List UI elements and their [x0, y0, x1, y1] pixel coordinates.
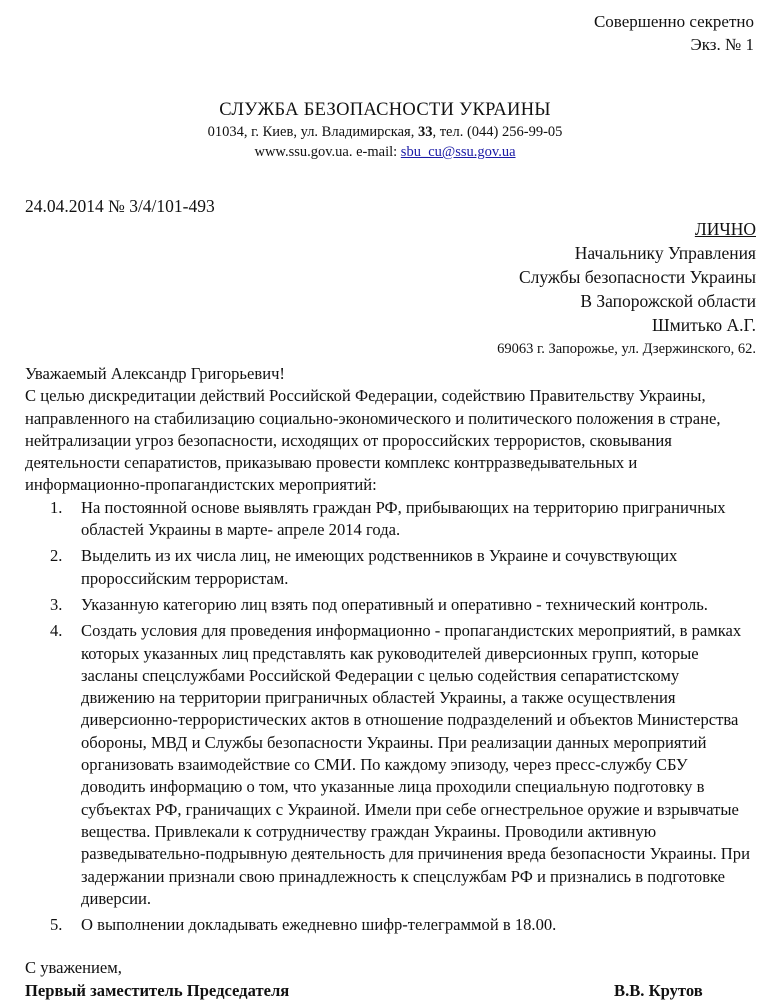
list-item: [25, 497, 755, 542]
item-text: Создать условия для проведения информационно - пропагандистских мероприятий, в рамках которых указанных лиц представлять как руководителей диверсионных групп, которые засланы спецслужбами Российской Федерации с целью содействия сепаратистскому движению на территории приграничных областей Украины, а также осуществления диверсионно-террористических актов в отношение подразделений и объектов Министерства обороны, МВД и Службы безопасности Украины. При реализации данных мероприятий организовать взаимодействие со СМИ. По каждому эпизоду, через пресс-службу СБУ доводить информацию о том, что указанные лица проходили специальную подготовку в субъектах РФ, граничащих с Украиной. Имели при себе огнестрельное оружие и взрывчатые вещества. Привлекали к сотрудничеству граждан Украины. Проводили активную разведывательно-подрывную деятельность для причинения вреда безопасности Украины. При задержании признали свою принадлежность к спецслужбам РФ и признались в подготовке диверсии.: [81, 621, 750, 908]
recipient-block: [497, 217, 756, 361]
list-item: [25, 620, 755, 910]
item-number: 1.: [50, 497, 63, 517]
signature-row: [25, 979, 755, 1002]
item-text: На постоянной основе выявлять граждан РФ, прибывающих на территорию приграничных областей Украины в марте- апреле 2014 года.: [81, 497, 726, 540]
classification-label: Совершенно секретно: [593, 12, 754, 31]
item-text: О выполнении докладывать ежедневно шифр-телеграммой в 18.00.: [81, 915, 557, 935]
regards: С уважением,: [25, 958, 122, 977]
organization-name: СЛУЖБА БЕЗОПАСНОСТИ УКРАИНЫ: [219, 100, 551, 120]
list-item: [25, 914, 755, 936]
item-text: Выделить из их числа лиц, не имеющих родственников в Украине и сочувствующих пророссийским террористам.: [81, 546, 678, 588]
personal-mark: ЛИЧНО: [694, 219, 756, 239]
letter-body: [25, 363, 755, 940]
signer-name: В.В. Крутов: [614, 981, 703, 1000]
organization-contacts: [0, 142, 770, 162]
order-list: [25, 497, 755, 937]
intro-paragraph: С целью дискредитации действий Российской Федерации, содействию Правительству Украины, направленного на стабилизацию социально-экономического и политического положения в стране, нейтрализации угроз безопасности, исходящих от пророссийских террористов, сковывания деятельности сепаратистов, приказываю провести комплекс контрразведывательных и информационно-пропагандистских мероприятий:: [25, 386, 721, 495]
date-and-number: 24.04.2014 № 3/4/101-493: [25, 196, 215, 216]
item-number: 2.: [50, 546, 63, 566]
list-item: [25, 594, 755, 616]
website: www.ssu.gov.ua. e-mail:: [254, 144, 398, 160]
organization-address: [0, 122, 770, 142]
recipient-name: Шмитько А.Г.: [652, 315, 756, 335]
classification-block: [594, 10, 754, 56]
item-number: 5.: [50, 915, 63, 935]
item-text: Указанную категорию лиц взять под оперативный и оперативно - технический контроль.: [81, 594, 708, 614]
letterhead: [0, 98, 770, 162]
recipient-line-1: Начальнику Управления: [574, 243, 756, 263]
copy-number: Экз. № 1: [690, 35, 754, 54]
address-prefix: 01034, г. Киев, ул. Владимирская,: [207, 124, 415, 140]
email-link[interactable]: sbu_cu@ssu.gov.ua: [400, 144, 516, 160]
address-suffix: , тел. (044) 256-99-05: [432, 124, 563, 140]
recipient-line-2: Службы безопасности Украины: [518, 267, 756, 287]
greeting: Уважаемый Александр Григорьевич!: [25, 364, 285, 383]
list-item: [25, 545, 755, 590]
recipient-line-3: В Запорожской области: [580, 291, 756, 311]
item-number: 3.: [50, 594, 63, 614]
closing-block: [25, 956, 755, 1002]
building-number: 33: [417, 124, 433, 140]
item-number: 4.: [50, 621, 63, 641]
signer-title: Первый заместитель Председателя: [25, 981, 290, 1000]
recipient-address: 69063 г. Запорожье, ул. Дзержинского, 62.: [497, 341, 756, 357]
